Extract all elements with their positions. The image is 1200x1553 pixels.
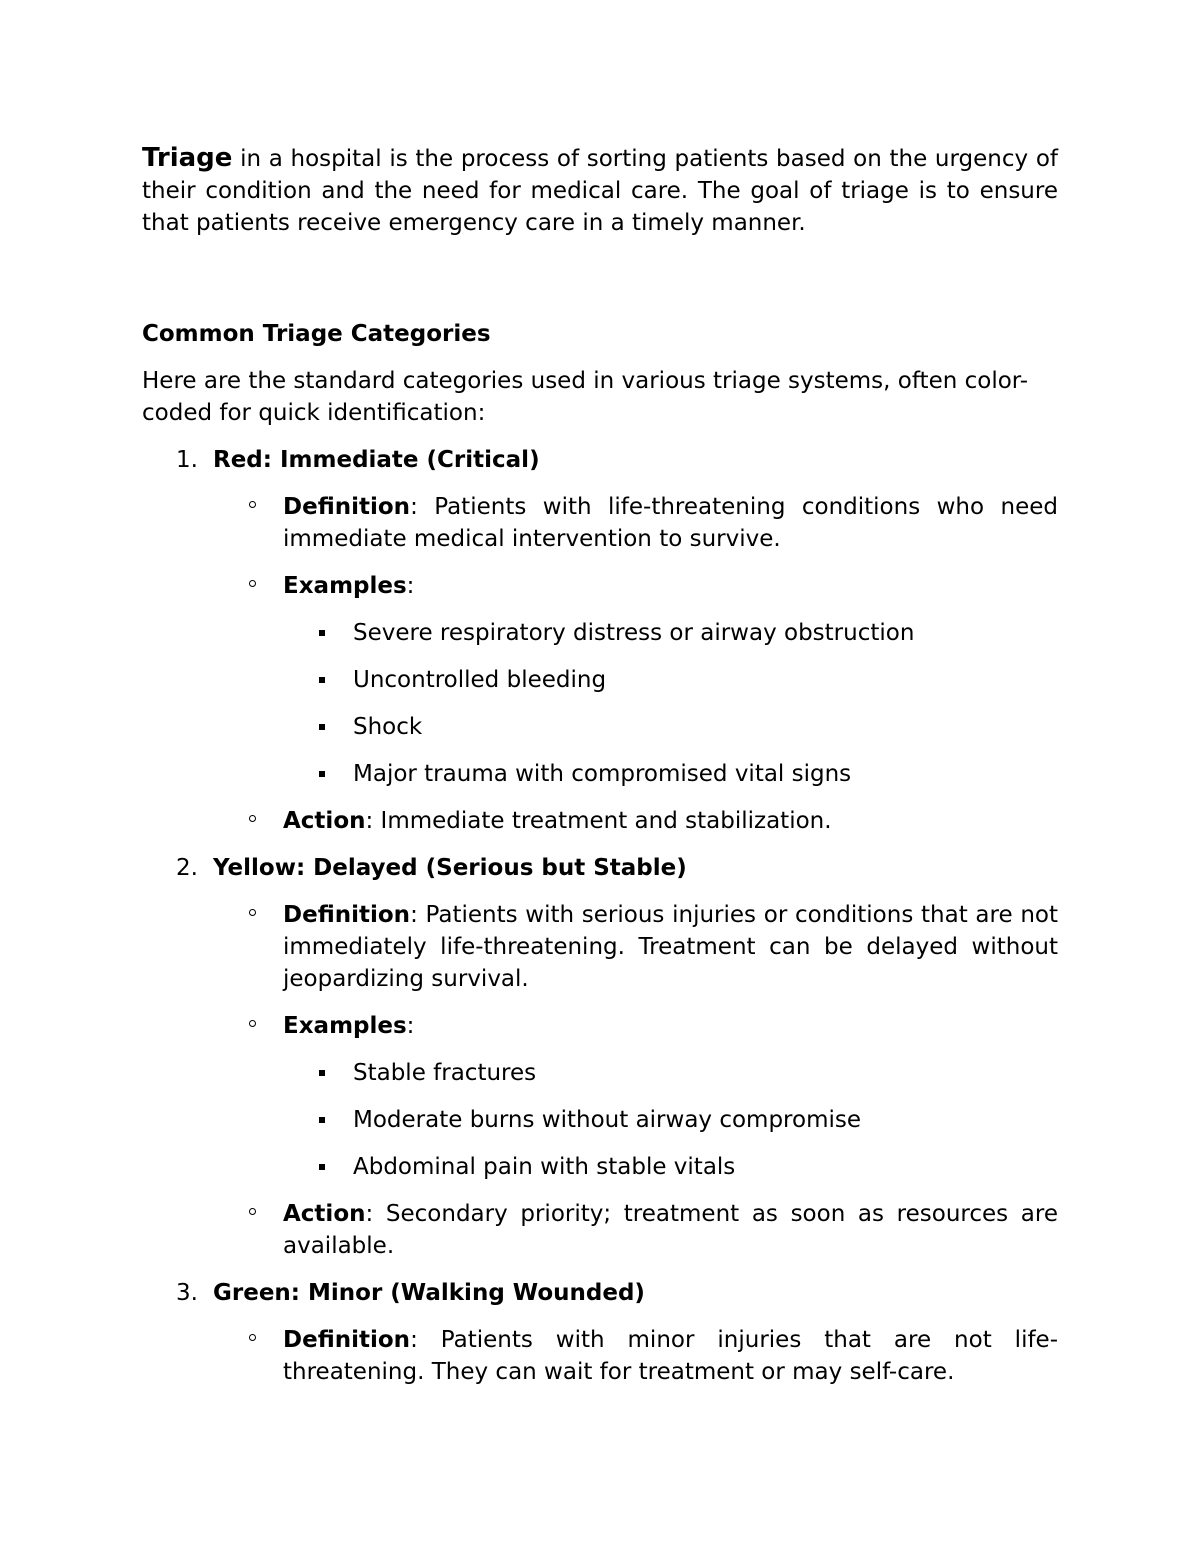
definition-text: : Patients with serious injuries or conditions that are not immediately life-threatening. Treatment can be delayed without jeopardizing survival.: [283, 902, 1058, 992]
definition-label: Definition: [283, 1327, 411, 1353]
circle-bullet-icon: [249, 580, 256, 587]
section-description: Here are the standard categories used in various triage systems, often color-coded for quick identification:: [142, 368, 1029, 426]
square-bullet-icon: [319, 771, 325, 777]
definition-item: [142, 1324, 1058, 1388]
category-number: 1.: [176, 447, 198, 473]
example-text: Moderate burns without airway compromise: [353, 1107, 862, 1133]
examples-label: Examples: [283, 573, 407, 599]
examples-item: [142, 1010, 1058, 1183]
example-text: Uncontrolled bleeding: [353, 667, 607, 693]
example-text: Severe respiratory distress or airway obstruction: [353, 620, 915, 646]
category-list: [142, 444, 1058, 1388]
category-details: [142, 491, 1058, 837]
definition-item: [142, 899, 1058, 995]
category-details: [142, 899, 1058, 1262]
circle-bullet-icon: [249, 1020, 256, 1027]
circle-bullet-icon: [249, 1334, 256, 1341]
examples-suffix: :: [406, 573, 415, 599]
category-item-yellow: [142, 852, 1058, 1262]
example-text: Stable fractures: [353, 1060, 537, 1086]
example-item: [142, 1057, 1058, 1089]
category-title-text: Yellow: Delayed (Serious but Stable): [213, 855, 687, 881]
category-title-text: Green: Minor (Walking Wounded): [213, 1280, 645, 1306]
category-item-red: [142, 444, 1058, 837]
action-label: Action: [283, 1201, 366, 1227]
definition-item: [142, 491, 1058, 555]
example-text: Major trauma with compromised vital signs: [353, 761, 852, 787]
square-bullet-icon: [319, 677, 325, 683]
examples-list: [283, 1057, 1058, 1183]
document-page: [142, 142, 1058, 1403]
definition-text: : Patients with minor injuries that are not life-threatening. They can wait for treatment or may self-care.: [283, 1327, 1058, 1385]
definition-label: Definition: [283, 494, 411, 520]
circle-bullet-icon: [249, 815, 256, 822]
example-text: Abdominal pain with stable vitals: [353, 1154, 736, 1180]
category-title: [142, 1277, 1058, 1309]
example-item: [142, 711, 1058, 743]
definition-label: Definition: [283, 902, 411, 928]
category-title-text: Red: Immediate (Critical): [213, 447, 540, 473]
example-item: [142, 1151, 1058, 1183]
example-item: [142, 758, 1058, 790]
examples-list: [283, 617, 1058, 790]
action-item: [142, 805, 1058, 837]
square-bullet-icon: [319, 1164, 325, 1170]
examples-label: Examples: [283, 1013, 407, 1039]
circle-bullet-icon: [249, 1208, 256, 1215]
category-title: [142, 852, 1058, 884]
section-heading: Common Triage Categories: [142, 321, 491, 347]
action-item: [142, 1198, 1058, 1262]
intro-lead-term: Triage: [142, 143, 233, 173]
example-text: Shock: [353, 714, 423, 740]
action-label: Action: [283, 808, 366, 834]
intro-paragraph: [142, 142, 1058, 239]
intro-text: in a hospital is the process of sorting patients based on the urgency of their condition and the need for medical care. The goal of triage is to ensure that patients receive emergency care in a timely manner.: [142, 146, 1058, 236]
examples-item: [142, 570, 1058, 790]
action-text: : Secondary priority; treatment as soon as resources are available.: [283, 1201, 1058, 1259]
square-bullet-icon: [319, 630, 325, 636]
examples-suffix: :: [406, 1013, 415, 1039]
circle-bullet-icon: [249, 909, 256, 916]
category-number: 2.: [176, 855, 198, 881]
category-number: 3.: [176, 1280, 198, 1306]
definition-text: : Patients with life-threatening conditions who need immediate medical intervention to survive.: [283, 494, 1058, 552]
square-bullet-icon: [319, 1070, 325, 1076]
circle-bullet-icon: [249, 501, 256, 508]
category-title: [142, 444, 1058, 476]
example-item: [142, 664, 1058, 696]
category-details: [142, 1324, 1058, 1388]
action-text: : Immediate treatment and stabilization.: [365, 808, 832, 834]
example-item: [142, 617, 1058, 649]
category-item-green: [142, 1277, 1058, 1388]
square-bullet-icon: [319, 1117, 325, 1123]
square-bullet-icon: [319, 724, 325, 730]
example-item: [142, 1104, 1058, 1136]
